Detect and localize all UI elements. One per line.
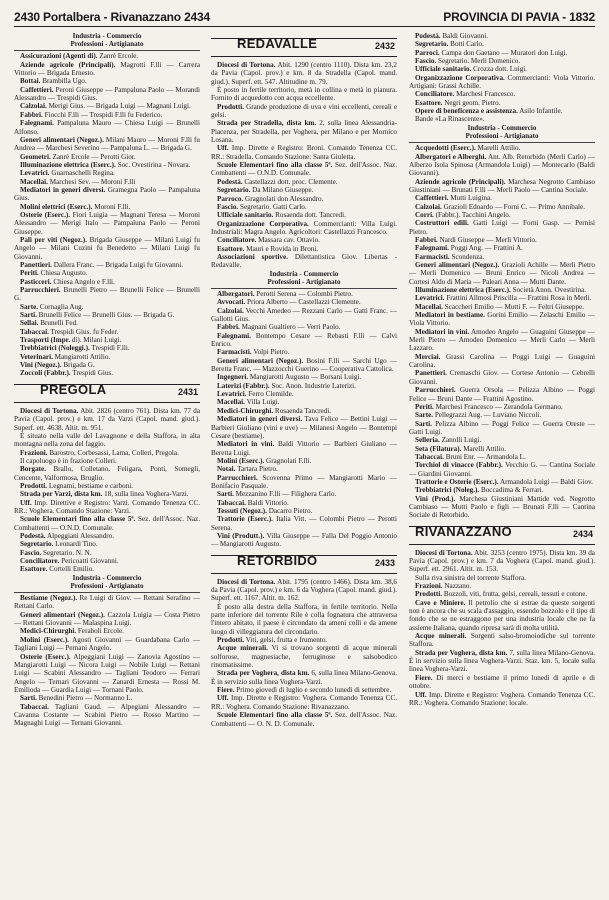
entry-paragraph: Caffettieri. Mutti Luigina. xyxy=(415,194,492,203)
entry-paragraph: Assicurazioni (Agenti di). Zanrè Ercole. xyxy=(20,52,139,61)
entry-paragraph: Ufficiale sanitario. Rosaenda dott. Tancredi. xyxy=(217,211,346,220)
entry-paragraph: Laterizi (Fabbr.). Soc. Anon. Industrie Laterizi. xyxy=(217,381,356,390)
entry-paragraph: Fabbri. Fiocchi F.lli — Trespidi F.lli fu Federico. xyxy=(20,110,163,119)
entry-paragraph: Parrucchieri. Scovenna Primo — Mangiarotti Mario — Bonifacio Pasquale. xyxy=(211,473,397,490)
entry-paragraph: Frazioni. Nazzano. xyxy=(415,582,472,591)
entry-paragraph: Merciai. Grassi Carolina — Poggi Luigi — Guaguini Carolina. xyxy=(409,352,595,370)
entry-paragraph: Generi alimentari (Negoz.). Grazioli Achille — Merli Pietro — Merli Domenico — Bruni Enrico — Nicoli Andrea — Cortesi Aldo di Maria — Paleari Anna — Mutti Dante. xyxy=(409,261,595,286)
entry-paragraph: Zoccoli (Fabbr.). Trespidi Gius. xyxy=(20,369,113,378)
entry-paragraph: Pasticceri. Chiesa Angelo e F.lli. xyxy=(20,277,115,286)
section-heading: Industria - Commercio xyxy=(467,123,537,132)
section-rule xyxy=(211,288,397,289)
entry-paragraph: Fiere. Primo giovedì di luglio e secondo lunedì di settembre. xyxy=(217,686,392,695)
entry-paragraph: Il capoluogo è in frazione Colleri. xyxy=(20,456,117,465)
entry-paragraph: Esattore. Cortelli Emilio. xyxy=(20,565,95,574)
entry-paragraph: Torchiol di vinacce (Fabbr.). Vecchio G. — Cantina Sociale — Giardini Giovanni. xyxy=(409,461,595,478)
entry-paragraph: Vini (Prod.). Marchesa Giustiniani Mattide ved. Negrotto Cambiaso — Mutti Paolo e figli — Brunati F.lli — Cantina Sociale di Retorbido. xyxy=(409,494,595,520)
entry-paragraph: Levatrici. Ferro Clemilde. xyxy=(217,390,294,399)
entry-paragraph: Uff. Imp. Dirette e Registro: Voghera. Comando Tenenza CC. RR.: Voghera. Comando Stazione: Rivanazzano. xyxy=(211,694,397,711)
town-name: RETORBIDO xyxy=(237,552,318,568)
entry-paragraph: Scuole Elementari fino alla classe 5ª. Sez. dell'Assoc. Naz. Combattenti — O.N.D. Comunale. xyxy=(14,515,200,532)
town-name: PREGOLA xyxy=(40,381,107,397)
entry-paragraph: Avvocati. Priora Alberto — Castellazzi Clemente. xyxy=(217,298,361,307)
entry-paragraph: Uff. Imp. Direttive e Registro: Varzi. Comando Tenenza CC. RR.: Voghera. Comando Stazione: Varzi. xyxy=(14,498,200,515)
town-heading xyxy=(409,523,595,545)
entry-paragraph: Illuminazione elettrica (Eserc.). Società Anon. Ovestirina. xyxy=(415,286,587,295)
section-heading: Professioni - Artigianato xyxy=(465,131,539,140)
entry-paragraph: Bestiame (Negoz.). Re Luigi di Giov. — Rettani Serafino — Rettani Carlo. xyxy=(14,594,200,611)
entry-paragraph: Podestà. Baldi Giovanni. xyxy=(415,32,488,40)
entry-paragraph: Illuminazione elettrica (Eserc.). Soc. Ovestirina - Novara. xyxy=(20,160,191,169)
entry-paragraph: Sellai. Brunelli Fed. xyxy=(20,319,78,328)
entry-paragraph: Podestà. Castellazzi dott. proc. Clemente. xyxy=(217,177,338,186)
entry-paragraph: Tabaccai. Baldi Vittorio. xyxy=(217,498,289,507)
entry-paragraph: Geometri. Zanrè Ercole — Perotti Gior. xyxy=(20,152,136,161)
entry-paragraph: Aziende agricole (Principali). Magrotti F.lli — Carrera Vittorio — Brigada Ernesto. xyxy=(14,60,200,78)
section-rule xyxy=(14,592,200,593)
entry-paragraph: Prodotti. Bozzoli, viti, frutta, gelsi, cereali, tessuti e cotone. xyxy=(415,590,588,599)
entry-paragraph: Macellai. Scaccheri Emilio — Mutti F. — Feltri Giuseppe. xyxy=(415,302,584,311)
entry-paragraph: Costruttori edili. Gatti Luigi — Forni Gasp. — Pernisi Pietro. xyxy=(409,219,595,236)
entry-paragraph: Scuole Elementari fino alla classe 5ª. Sez. dell'Assoc. Naz. Combattenti — O.N.D. Comunale. xyxy=(211,161,397,178)
entry-paragraph: Fascio. Segretario. Gatti Carlo. xyxy=(217,202,307,211)
town-number: 2433 xyxy=(374,557,395,568)
entry-paragraph: Tabaccai. Tagliani Gaud. — Alpegiani Alessandro — Cavanna Costante — Scabini Pietro — Rosso Martino — Magnaghi Luigi — Ternani Giovanni. xyxy=(14,702,200,728)
entry-paragraph: Conciliatore. Massara cav. Ottavio. xyxy=(217,236,320,245)
entry-paragraph: Strada per Voghera, dista km. 6, sulla linea Milano-Genova. È in servizio sulla linea Voghera-Varzi. xyxy=(211,669,397,686)
entry-paragraph: Segretario. Botti Carlo. xyxy=(415,40,484,49)
entry-paragraph: Strada per Voghera, dista km. 7, sulla linea Milano-Genova. È in servizio sulla linea Voghera-Varzi. Staz. km. 5, locale sulla linea Voghera-Varzi. xyxy=(409,648,595,674)
entry-paragraph: Sarte. Pellegrazzi Aug. — Luviano Niccoli. xyxy=(415,411,542,420)
entry-paragraph: Fabbri. Nardi Giuseppe — Merli Vittorio. xyxy=(415,235,537,244)
town-heading xyxy=(14,381,200,403)
entry-paragraph: Macellai. Marchesi Sev. — Moroni F.lli xyxy=(20,177,136,186)
entry-paragraph: Falegnami. Bontempo Cesare — Rebasti F.lli — Calvi Enrico. xyxy=(211,331,397,349)
entry-paragraph: Opere di beneficenza e assistenza. Asilo Infantile. xyxy=(415,107,563,116)
page-header xyxy=(14,10,595,27)
entry-paragraph: Sarti. Benedini Pietro — Normanno L. xyxy=(20,694,133,703)
entry-paragraph: Diocesi di Tortona. Abit. 2826 (centro 761). Dista km. 77 da Pavia (Capol. prov.) e km. 17 da Varzi (Capol. mand. giud.). Superf. ett. 4638. Altit. m. 951. xyxy=(14,406,200,432)
entry-paragraph: Falegnami. Poggi Ang. — Frattini A. xyxy=(415,244,523,253)
entry-paragraph: Ingegneri. Mangiarotti Augusto — Borsani Luigi. xyxy=(217,373,362,382)
town-number: 2434 xyxy=(572,528,593,539)
header-left: 2430 Portalbera - Rivanazzano 2434 xyxy=(14,10,210,24)
town-name: RIVANAZZANO xyxy=(415,523,512,539)
entry-paragraph: Notai. Tartara Pietro. xyxy=(217,465,278,474)
header-right: PROVINCIA DI PAVIA - 1832 xyxy=(443,10,595,24)
entry-paragraph: Selleria. Zanolli Luigi. xyxy=(415,436,482,445)
entry-paragraph: Frazioni. Barostro, Corbesassi, Lama, Colleri, Pregola. xyxy=(20,448,179,457)
entry-paragraph: Medici-Chirurghi. Rosaenda Tancredi. xyxy=(217,406,332,415)
entry-paragraph: Prodotti. Legnami, bestiame e carboni. xyxy=(20,481,134,490)
entry-paragraph: Medici-Chirurghi. Feraboli Ercole. xyxy=(20,627,124,636)
town-heading xyxy=(211,38,397,57)
entry-paragraph: Uff. Imp. Dirette e Registro: Broni. Comando Tenenza CC. RR.: Stradella. Comando Stazione: Santa Giuletta. xyxy=(211,144,397,161)
entry-paragraph: Sarti. Brunelli Felice — Brunelli Gius. — Brigada G. xyxy=(20,311,175,320)
entry-paragraph: Associazioni sportive. Dilettantistica Giov. Libertas - Redavalle. xyxy=(211,252,397,270)
entry-paragraph: Falegnami. Pampaluna Mauro — Chiesa Luigi — Brunelli Alfonso. xyxy=(14,119,200,136)
entry-paragraph: Parrucchieri. Guerra Orsola — Pelizza Albino — Poggi Felice — Bruni Dante — Frattini Agostino. xyxy=(409,386,595,403)
entry-paragraph: Vini (Negoz.). Brigada G. xyxy=(20,361,95,370)
entry-paragraph: Pali per viti (Negoz.). Brigada Giuseppe — Milani Luigi fu Angelo — Milani Cuzini fu Benedetto — Milani Luigi fu Giovanni. xyxy=(14,235,200,261)
entry-paragraph: Calzolai. Merigi Gius. — Brigada Luigi — Magnani Luigi. xyxy=(20,102,191,111)
entry-paragraph: Prodotti. Grande produzione di uva e vini eccellenti, cereali e gelsi. xyxy=(211,102,397,120)
entry-paragraph: Mediatori in generi diversi. Tava Felice — Bettini Luigi — Barbieri Giuliano (vini e uve) — Milanesi Angelo — Bontempi Cesare (bestiame). xyxy=(211,415,397,440)
entry-paragraph: Strada per Stradella, dista km. 2, sulla linea Alessandria-Piacenza, per Stradella, per Voghera, per Milano e per Mornico Losana. xyxy=(211,119,397,145)
entry-paragraph: Trattorie e Osterie (Eserc.). Armandola Luigi — Baldi Giov. xyxy=(415,477,593,486)
entry-paragraph: Vini (Produtt.). Villa Giuseppe — Falla Del Poggio Antonio — Mangiarotti Augusto. xyxy=(211,531,397,549)
entry-paragraph: Acque minerali. Vi si trovano sorgenti di acque minerali solforose, magnesiache, ferruginose e salsobodico rinomatissime. xyxy=(211,644,397,670)
entry-paragraph: Mediatori in vini. Amodeo Angelo — Guaguini Giuseppe — Merli Pietro — Amodeo Domenico — Merli Carlo — Merli Lazzaro. xyxy=(409,327,595,353)
entry-paragraph: Parroci. Campa don Gaetano — Muratori don Luigi. xyxy=(415,48,568,57)
entry-paragraph: È posto in fertile territorio, metà in collina e metà in pianura. Fornito di acquedotto con acqua eccellente. xyxy=(211,86,397,103)
entry-paragraph: Cave e Miniere. Il petrolio che si estrae da queste sorgenti non è ancora che su scala d'assaggio, essendo bozzolo e il tipo di fondo che se ne estraggono per una industria locale che ne fa assieme Italiana, quando ripresa sarà di molta utilità. xyxy=(409,598,595,632)
entry-paragraph: Prodotti. Viti, gelsi, frutta e frumento. xyxy=(217,636,328,645)
entry-paragraph: Fascio. Segretario. N. N. xyxy=(20,548,92,557)
section-heading: Professioni - Artigianato xyxy=(267,277,341,286)
entry-paragraph: Periti. Marchesi Francesco — Zerandola Germano. xyxy=(415,402,563,411)
entry-paragraph: Parroco. Gragnolati don Alessandro. xyxy=(217,194,324,203)
entry-paragraph: Tessuti (Negoz.). Dacarro Pietro. xyxy=(217,506,313,515)
entry-paragraph: Diocesi di Tortona. Abit. 3253 (centro 1975). Dista km. 39 da Pavia (Capol. prov.) e km. 7 da Voghera (Capol. mand. giud.). Superf. ett. 2961. Altit. m. 153. xyxy=(409,548,595,574)
town-heading xyxy=(211,552,397,574)
entry-paragraph: Segretario. Leonardi Tino. xyxy=(20,540,98,549)
column-3 xyxy=(409,32,595,892)
entry-paragraph: Conciliatore. Marchesi Francesco. xyxy=(415,90,516,99)
entry-paragraph: Bottai. Brambilla Ugo. xyxy=(20,77,87,86)
entry-paragraph: Osterie (Eserc.). Alpeggiani Luigi — Zanovia Agostino — Mangiarotti Luigi — Nicora Luigi — Nobile Luigi — Rettani Luigi — Scabini Alessandro — Tagliani Teodoro — Ferrari Angelo — Ternari Giovanni — Zanardi Ernesta — Rossi M. Emilioda — Guardia Luigi — Tornani Paolo. xyxy=(14,652,200,694)
entry-paragraph: Osterie (Eserc.). Fiori Luigia — Magnani Teresa — Moroni Alessandro — Merigi Italo — Pampaluna Paolo — Peroni Giuseppe. xyxy=(14,210,200,236)
town-number: 2431 xyxy=(177,386,198,397)
entry-paragraph: Acque minerali. Sorgenti salso-bromoiodiche sul torrente Staffora. xyxy=(409,632,595,649)
section-heading: Professioni - Artigianato xyxy=(70,581,144,590)
entry-paragraph: Levatrici. Frattini Allmosi Priscilla — Frattini Rosa in Merli. xyxy=(415,294,592,303)
entry-paragraph: Panettieri. Dallera Franc. — Brigada Luigi fu Giovanni. xyxy=(20,261,183,269)
town-name: REDAVALLE xyxy=(237,36,318,51)
entry-paragraph: Uff. Imp. Dirette e Registro: Voghera. Comando Tenenza CC. RR.: Voghera. Comando Stazione: locale. xyxy=(409,690,595,707)
entry-paragraph: Sarti. Mezzanino F.lli — Filighera Carlo. xyxy=(217,490,337,499)
entry-paragraph: Conciliatore. Pericoatti Giovanni. xyxy=(20,557,119,565)
town-number: 2432 xyxy=(374,41,395,51)
entry-paragraph: Esattore. Negri geom. Pietro. xyxy=(415,98,501,107)
entry-paragraph: Trasporti (Impr. di). Milani Luigi. xyxy=(20,336,122,345)
entry-paragraph: Ufficiale sanitario. Crozza dott. Luigi. xyxy=(415,65,528,74)
entry-paragraph: Tabaccai. Bruni Enr. — Armandola L. xyxy=(415,452,526,461)
entry-paragraph: È situato nella valle del Lavagnone e della Staffora, in alta montagna nella zona del faggio. xyxy=(14,431,200,449)
entry-paragraph: Aziende agricole (Principali). Marchesa Negrotto Cambiaso Giustiniani — Brunati F.lli — Merli Paolo — Cantina Sociale. xyxy=(409,177,595,194)
entry-paragraph: Sarte. Cornaglia Aug. xyxy=(20,302,84,311)
entry-paragraph: Organizzazione Corporativa. Commercianti: Viola Vittorio. Artigiani: Grassi Achille. xyxy=(409,73,595,91)
entry-paragraph: Diocesi di Tortona. Abit. 1795 (centro 1466). Dista km. 38,6 da Pavia (Capol. prov.) e km. 6 da Voghera (Capol. mand. giud.). Superf. ett. 1167. Altit. m. 162. xyxy=(211,577,397,603)
entry-paragraph: Podestà. Alpeggiani Alessandro. xyxy=(20,531,115,540)
entry-paragraph: Levatrici. Guarnaschelli Regina. xyxy=(20,169,115,178)
entry-paragraph: Trebbiatrici (Noleg.). Boccadima & Ferrari. xyxy=(415,486,544,495)
entry-paragraph: Calzolai. Grazioli Edoardo — Forni C. — Primo Annibale. xyxy=(415,202,585,211)
entry-paragraph: Scuole Elementari fino alla classe 5ª. Sez. dell'Assoc. Naz. Combattenti — O. N. D. Comunale. xyxy=(211,711,397,728)
entry-paragraph: Generi alimentari (Negoz.). Bosini F.lli — Sarchi Ugo — Beretta Franc. — Mazzocchi Guerino — Cooperativa Cattolica. xyxy=(211,356,397,374)
entry-paragraph: Diocesi di Tortona. Abit. 1290 (centro 1110). Dista km. 23,2 da Pavia (Capol. prov.) e km. 8 da Stradella (Capol. mand. giud.). Superf. ett. 547. Altitudine m. 79. xyxy=(211,61,397,86)
entry-paragraph: Organizzazione Corporativa. Commercianti: Villa Luigi. Industriali: Magra Angelo. Agricoltori: Castellazzi Francesco. xyxy=(211,219,397,236)
entry-paragraph: Periti. Chiesa Augusto. xyxy=(20,269,88,278)
section-heading: Professioni - Artigianato xyxy=(70,40,144,49)
entry-paragraph: Strada per Varzi, dista km. 18, sulla linea Voghera-Varzi. xyxy=(20,490,189,499)
entry-paragraph: Macellai. Villa Luigi. xyxy=(217,398,280,407)
entry-paragraph: Mediatori in generi diversi. Gramegna Paolo — Pampaluna Gius. xyxy=(14,185,200,203)
entry-paragraph: Acquedotti (Eserc.). Marelli Attilio. xyxy=(415,144,521,153)
entry-paragraph: Mediatori in bestiame. Gorini Emilio — Zelaschi Emilio — Viola Vittorio. xyxy=(409,311,595,328)
entry-paragraph: Seta (Filatura). Marelli Attilio. xyxy=(415,444,507,453)
entry-paragraph: Albergatori. Perotti Serena — Colombi Pietro. xyxy=(217,290,353,298)
entry-paragraph: Generi alimentari (Negoz.). Milani Mauro — Moroni F.lli fu Andrea — Marchesi Severino — Pampaluna L. — Brigada G. xyxy=(14,135,200,153)
column-1 xyxy=(14,32,200,892)
entry-paragraph: Tabaccai. Trespidi Gius. fu Feder. xyxy=(20,327,119,336)
entry-paragraph: Segretario. Da Milano Giuseppe. xyxy=(217,186,314,195)
entry-paragraph: Molini elettrici (Eserc.). Moroni F.lli. xyxy=(20,202,131,211)
entry-paragraph: È posto alla destra della Staffora, in fertile territorio. Nella parte inferiore del torrente Rile è colla fognatura che attraversa l'intero abitato, il paese è circondato da ameni colli e da amene luogo di villeggiatura del circondario. xyxy=(211,602,397,636)
entry-paragraph: Parrucchieri. Brunelli Pietro — Brunelli Felice — Brunelli G. xyxy=(14,286,200,303)
section-heading: Industria - Commercio xyxy=(72,573,142,582)
entry-paragraph: Fiere. Di merci e bestiame il primo lunedì di aprile e di ottobre. xyxy=(409,673,595,691)
entry-paragraph: Mediatori in vini. Baldi Vittorio — Barbieri Giuliano — Beretta Luigi. xyxy=(211,440,397,457)
entry-paragraph: Farmacisti. Scondenza. xyxy=(415,252,485,261)
entry-paragraph: Trebbiatrici (Noleggi.). Trespidi F.lli. xyxy=(20,344,130,353)
entry-paragraph: Bande «La Rinascente». xyxy=(415,115,485,124)
entry-paragraph: Generi alimentari (Negoz.). Cazzola Luigia — Costa Pietro — Rettani Giovanni — Malaspina Luigi. xyxy=(14,610,200,628)
entry-paragraph: Caffettieri. Peroni Giuseppe — Pampaluna Paolo — Morandi Alessandro — Trespidi Gius. xyxy=(14,85,200,103)
section-rule xyxy=(409,142,595,143)
entry-paragraph: Molini (Eserc.). Gragnolati F.lli. xyxy=(217,456,312,465)
column-2 xyxy=(211,32,397,892)
section-heading: Industria - Commercio xyxy=(72,32,142,40)
section-rule xyxy=(14,50,200,51)
entry-paragraph: Calzolai. Vecchi Amedeo — Rezzani Carlo — Gatti Franc. — Gallotti Gius. xyxy=(211,306,397,324)
entry-paragraph: Farmacisti. Volpi Pietro. xyxy=(217,348,290,357)
entry-paragraph: Esattore. Mauri e Rovida in Broni. xyxy=(217,244,319,253)
entry-paragraph: Borgate. Brallo, Colletano, Feligara, Ponti, Somegli, Cencente, Valformosa, Bruglio. xyxy=(14,465,200,482)
entry-paragraph: Sarti. Pelizza Albino — Poggi Felice — Guerra Oreste — Gatti Luigi. xyxy=(409,419,595,436)
entry-paragraph: Trattorie (Eserc.). Italia Vitt. — Colombi Pietro — Perotti Serena. xyxy=(211,515,397,532)
entry-paragraph: Corri. (Fabbr.). Tacchini Angelo. xyxy=(415,210,511,219)
entry-paragraph: Sulla riva sinistra del torrente Staffora. xyxy=(415,573,526,582)
entry-paragraph: Molini (Eserc.). Agosti Giovanni — Guardabana Carlo — Tagliani Luigi — Pernani Angelo. xyxy=(14,635,200,653)
entry-paragraph: Albergatori e Alberghi. Ant. Alb. Retorbido (Merli Carlo) — Alberzo Isola Spinosa (Armandola Luigi) — Montecarlo (Baldi Giovanni). xyxy=(409,152,595,178)
entry-paragraph: Fascio. Segretario. Merli Domenico. xyxy=(415,57,521,66)
section-heading: Industria - Commercio xyxy=(269,269,339,278)
entry-paragraph: Panettieri. Cremaschi Giov. — Cortese Antonio — Cebrelli Giovanni. xyxy=(409,369,595,386)
entry-paragraph: Veterinari. Mangiarotti Attilio. xyxy=(20,352,111,361)
entry-paragraph: Fabbri. Magnani Gualtiero — Verri Paolo. xyxy=(217,323,341,332)
